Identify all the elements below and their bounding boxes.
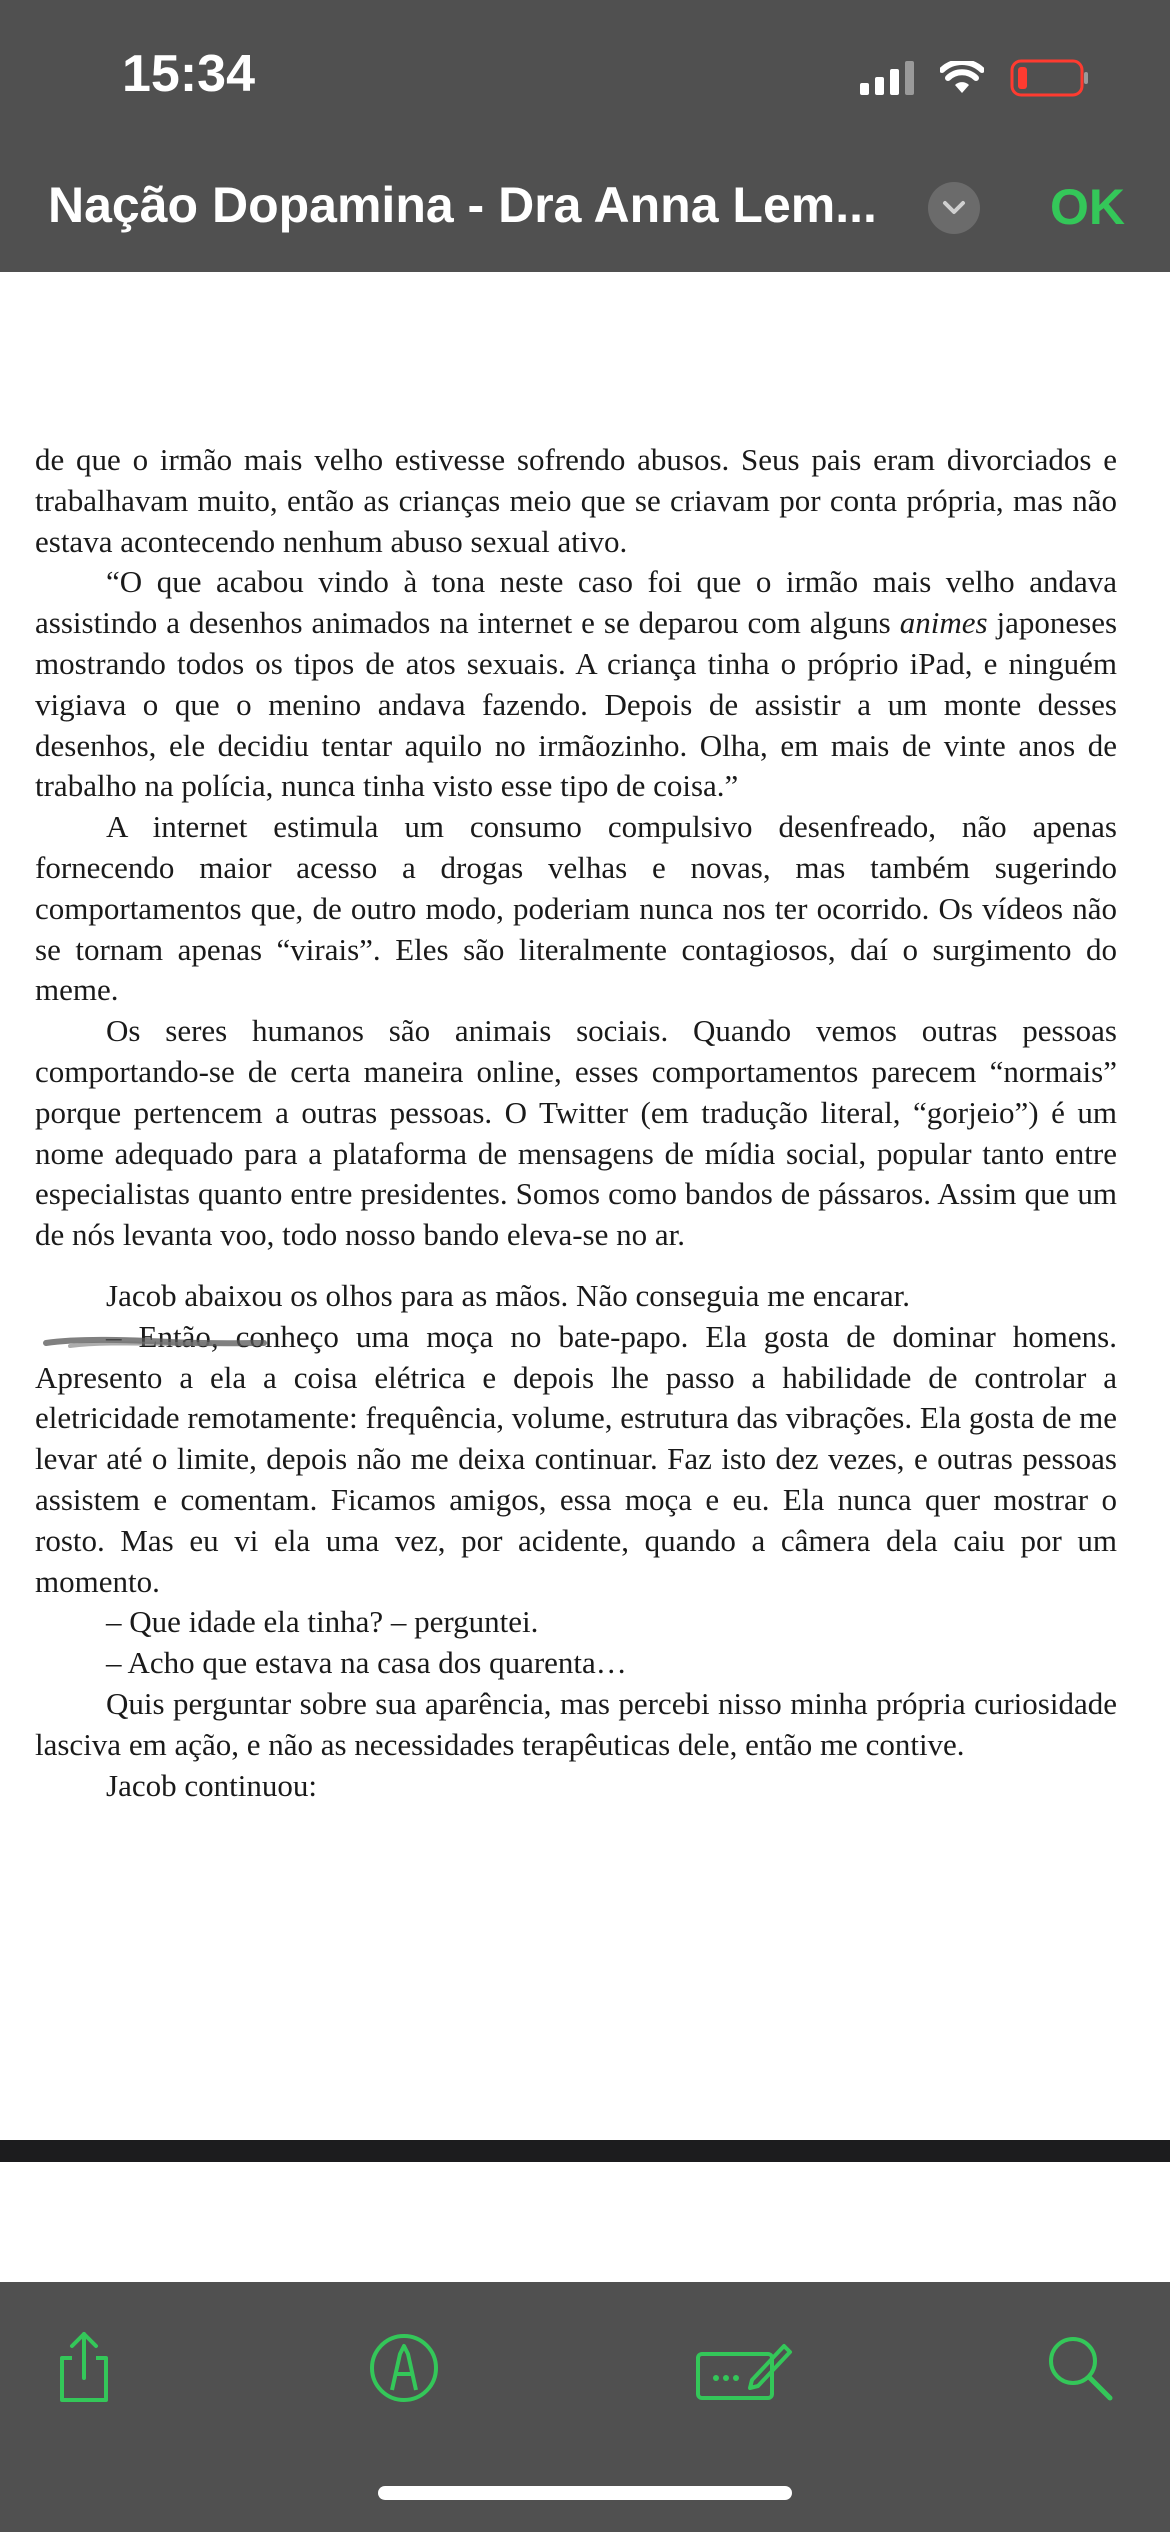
pen-scribble-mark [40, 1334, 270, 1352]
top-bar [0, 0, 1170, 272]
paragraph-rest: japoneses mostrando todos os tipos de atos sexuais. A criança tinha o próprio iPad, e ninguém vigiava o que o menino andava fazendo. Depois de assistir a um monte desses desenhos, ele decidiu tentar aquilo no irmãozinho. Olha, em mais de vinte anos de trabalho na polícia, nunca tinha visto esse tipo de coisa.” [35, 605, 1118, 804]
paragraph: Quis perguntar sobre sua aparência, mas percebi nisso minha própria curiosidade lasciva em ação, e não as necessidades terapêuticas dele, então me contive. [35, 1685, 1117, 1762]
cellular-signal-icon [860, 61, 914, 95]
chevron-down-icon [941, 199, 967, 217]
document-title[interactable]: Nação Dopamina - Dra Anna Lem... [48, 177, 877, 233]
signature-button[interactable] [694, 2328, 794, 2408]
paragraph: A internet estimula um consumo compulsivo desenfreado, não apenas fornecendo maior acesso a drogas velhas e novas, mas também sugerindo comportamentos que, de outro modo, poderiam nunca nos ter ocorrido. Os vídeos não se tornam apenas “virais”. Eles são literalmente contagiosos, daí o surgimento do meme. [35, 809, 1117, 1008]
paragraph: Jacob abaixou os olhos para as mãos. Não conseguia me encarar. [106, 1277, 911, 1313]
search-icon [1040, 2328, 1120, 2408]
title-menu-button[interactable] [928, 182, 980, 234]
paragraph: de que o irmão mais velho estivesse sofrendo abusos. Seus pais eram divorciados e trabalhavam muito, então as crianças meio que se criavam por conta própria, mas não estava acontecendo nenhum abuso sexual ativo. [35, 442, 1117, 559]
paragraph: – Que idade ela tinha? – perguntei. [106, 1604, 539, 1640]
paragraph: – Acho que estava na casa dos quarenta… [106, 1645, 627, 1681]
emphasis-text: animes [899, 605, 988, 641]
signature-icon [694, 2328, 794, 2408]
paragraph: Os seres humanos são animais sociais. Quando vemos outras pessoas comportando-se de certa maneira online, esses comportamentos parecem “normais” porque pertencem a outras pessoas. O Twitter (em tradução literal, “gorjeio”) é um nome adequado para a plataforma de mensagens de mídia social, popular tanto entre especialistas quanto entre presidentes. Somos como bandos de pássaros. Assim que um de nós levanta voo, todo nosso bando eleva-se no ar. [35, 1013, 1117, 1253]
paragraph [35, 562, 1117, 807]
document-page[interactable] [0, 272, 1170, 2140]
home-indicator[interactable] [378, 2486, 792, 2500]
done-button[interactable]: OK [1050, 179, 1125, 235]
wifi-icon [940, 61, 984, 95]
page-divider [0, 2140, 1170, 2162]
markup-pen-icon [364, 2328, 444, 2408]
paragraph: Jacob continuou: [106, 1767, 317, 1803]
status-time: 15:34 [122, 45, 255, 103]
page-text [35, 440, 1117, 1806]
status-icons [860, 56, 1090, 100]
share-icon [44, 2328, 124, 2408]
search-button[interactable] [1040, 2328, 1120, 2408]
next-page[interactable] [0, 2162, 1170, 2282]
battery-low-icon [1010, 59, 1090, 97]
paragraph: – Então, conheço uma moça no bate-papo. Ela gosta de dominar homens. Apresento a ela a coisa elétrica e depois lhe passo a habilidade de controlar a eletricidade remotamente: frequência, volume, estrutura das vibrações. Ela gosta de me levar até o limite, depois não me deixa continuar. Faz isto dez vezes, e outras pessoas assistem e comentam. Ficamos amigos, essa moça e eu. Ela nunca quer mostrar o rosto. Mas eu vi ela uma vez, por acidente, quando a câmera dela caiu por um momento. [35, 1318, 1117, 1599]
share-button[interactable] [44, 2328, 124, 2408]
markup-button[interactable] [364, 2328, 444, 2408]
paragraph-intro: “O que acabou vindo à tona neste caso foi que o irmão mais velho andava assistindo a desenhos animados na internet e se deparou com alguns [35, 564, 1117, 641]
